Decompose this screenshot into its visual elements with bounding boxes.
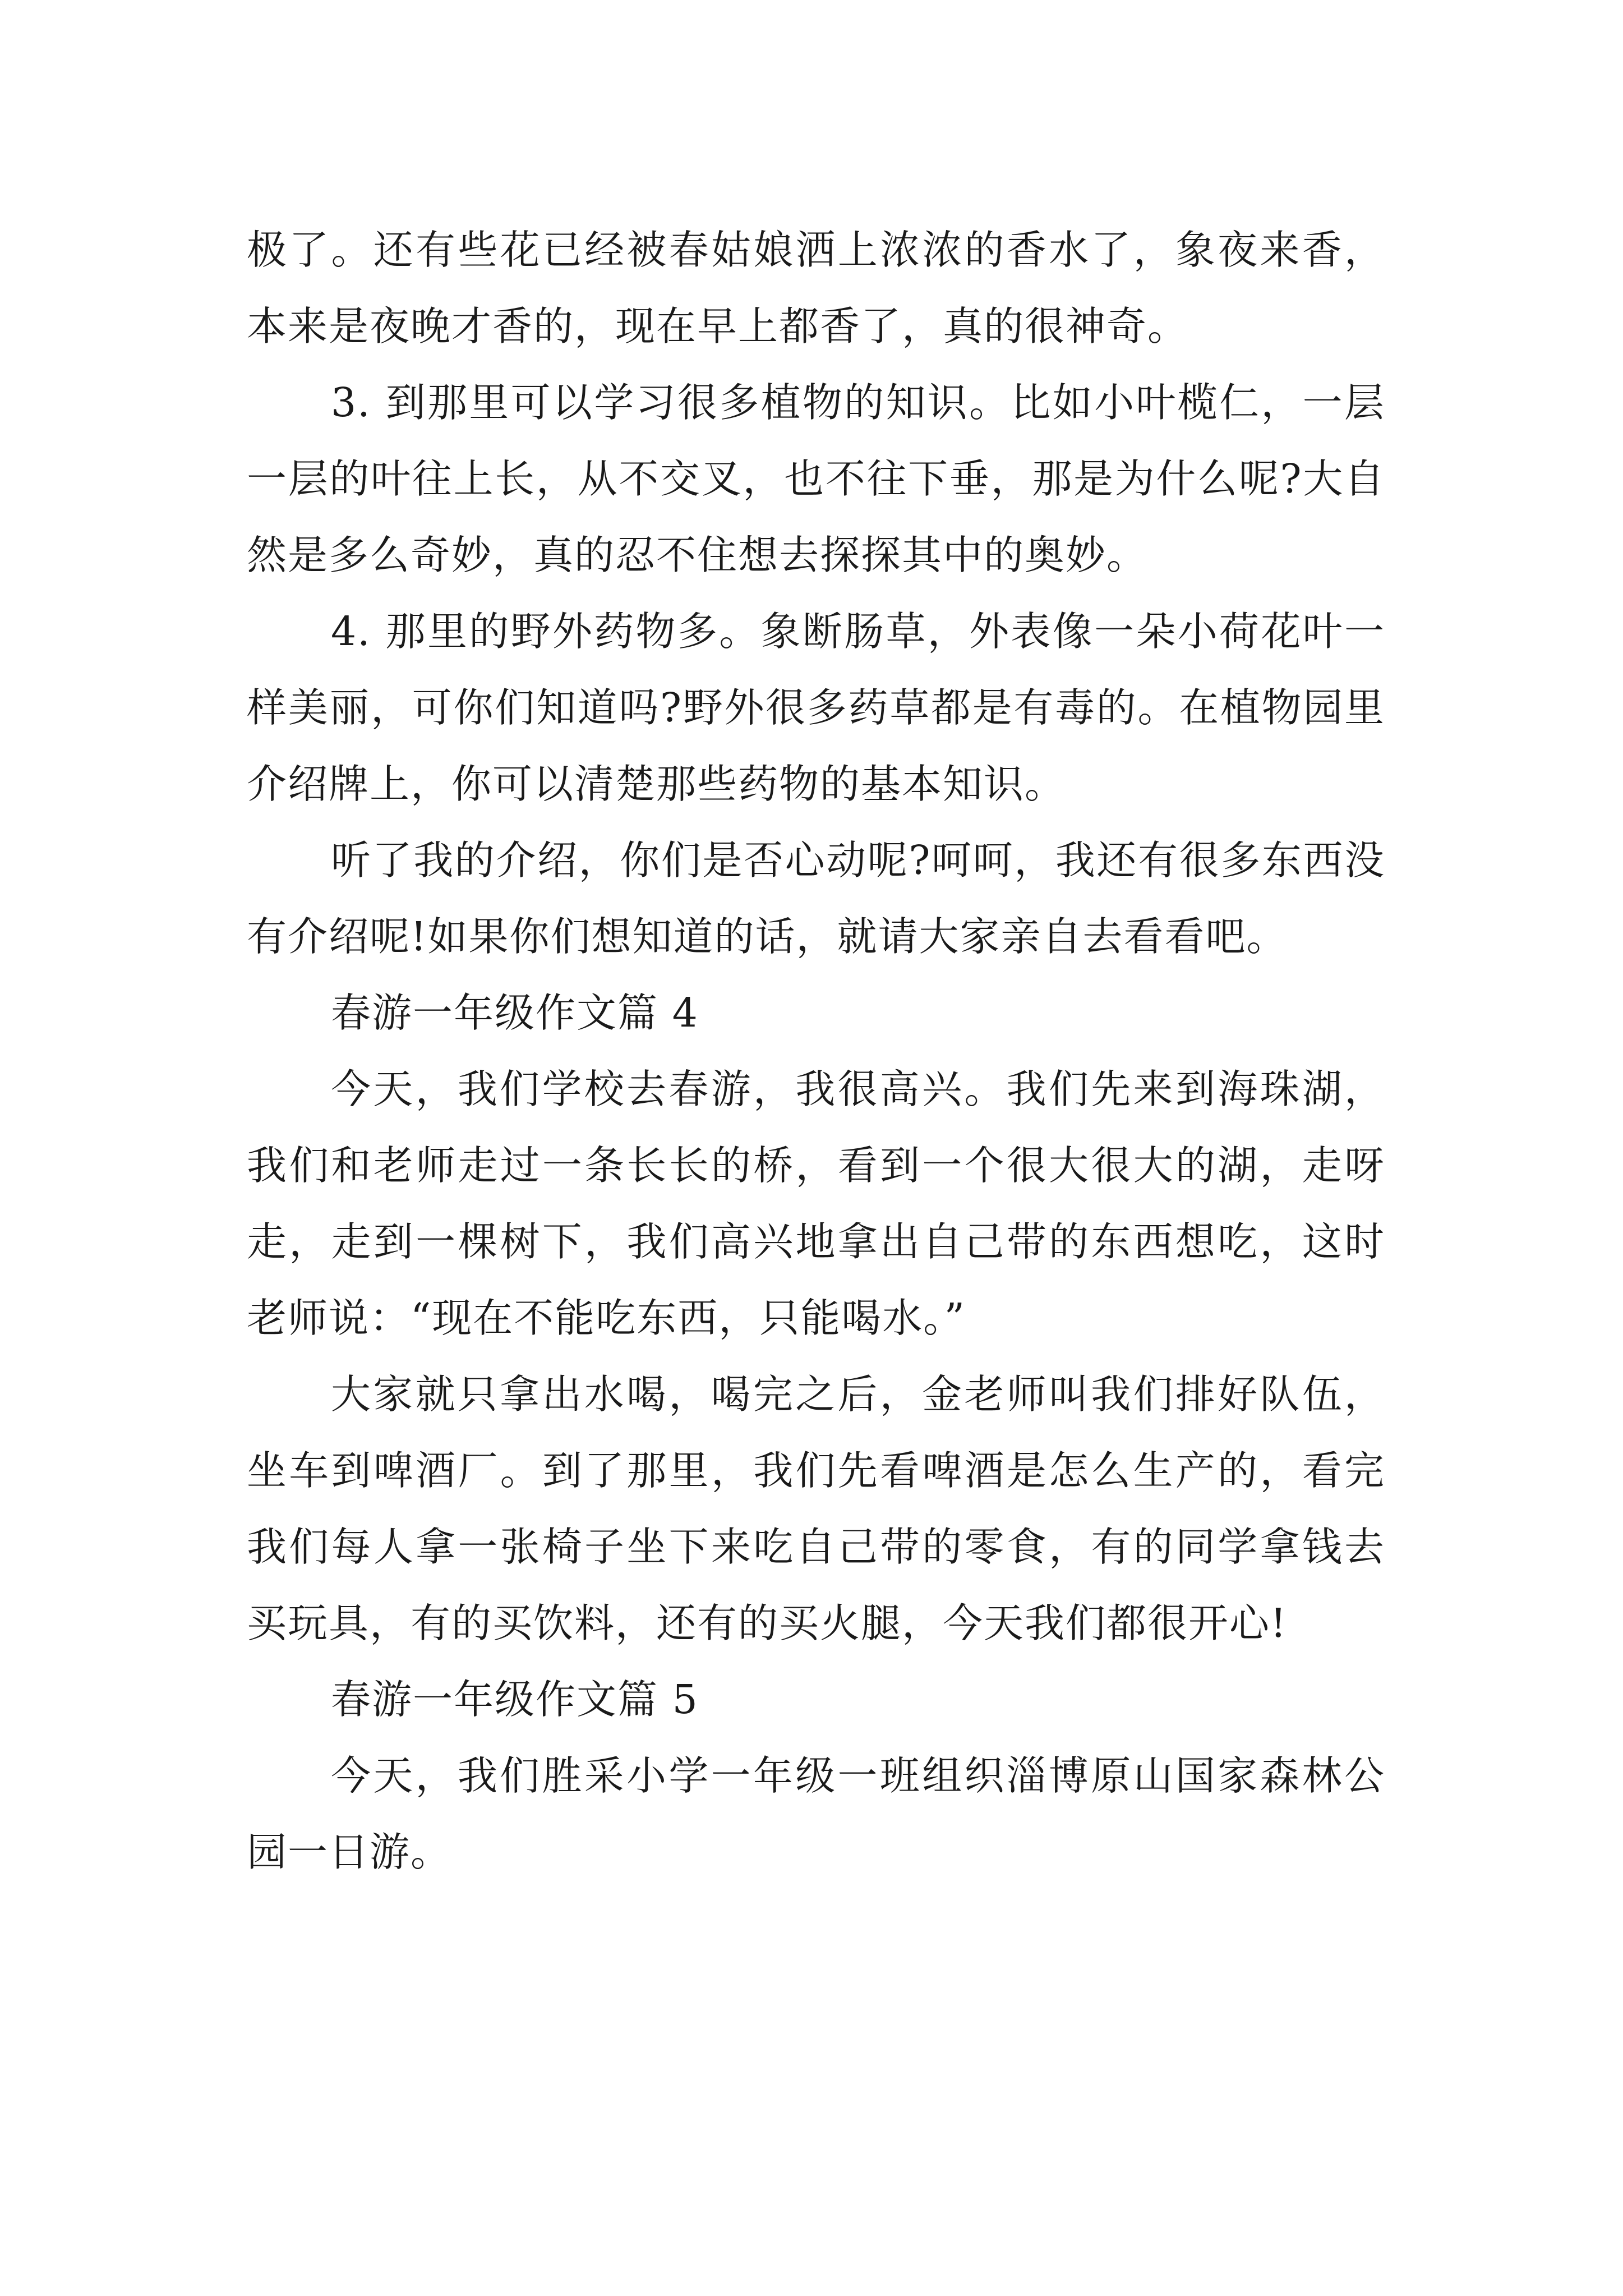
- essay-heading-4: 春游一年级作文篇 4: [331, 990, 699, 1036]
- document-body: [247, 212, 1385, 1890]
- paragraph-continuation: 极了。还有些花已经被春姑娘洒上浓浓的香水了，象夜来香，本来是夜晚才香的，现在早上都香了，真的很神奇。: [247, 227, 1385, 349]
- essay-4-paragraph-1: 今天，我们学校去春游，我很高兴。我们先来到海珠湖，我们和老师走过一条长长的桥，看到一个很大很大的湖，走呀走，走到一棵树下，我们高兴地拿出自己带的东西想吃，这时老师说：“现在不能吃东西，只能喝水。”: [247, 1066, 1385, 1341]
- essay-5-paragraph-1: 今天，我们胜采小学一年级一班组织淄博原山国家森林公园一日游。: [247, 1752, 1385, 1875]
- essay-4-paragraph-2: 大家就只拿出水喝，喝完之后，金老师叫我们排好队伍，坐车到啤酒厂。到了那里，我们先看啤酒是怎么生产的，看完我们每人拿一张椅子坐下来吃自己带的零食，有的同学拿钱去买玩具，有的买饮料，还有的买火腿，今天我们都很开心!: [247, 1371, 1385, 1646]
- essay-heading-5: 春游一年级作文篇 5: [331, 1676, 699, 1723]
- paragraph-item-3: 3. 到那里可以学习很多植物的知识。比如小叶榄仁，一层一层的叶往上长，从不交叉，也不往下垂，那是为什么呢?大自然是多么奇妙，真的忍不住想去探探其中的奥妙。: [247, 379, 1385, 578]
- paragraph-item-4: 4. 那里的野外药物多。象断肠草，外表像一朵小荷花叶一样美丽，可你们知道吗?野外很多药草都是有毒的。在植物园里介绍牌上，你可以清楚那些药物的基本知识。: [247, 608, 1385, 807]
- paragraph-conclusion: 听了我的介绍，你们是否心动呢?呵呵，我还有很多东西没有介绍呢!如果你们想知道的话，就请大家亲自去看看吧。: [247, 837, 1385, 960]
